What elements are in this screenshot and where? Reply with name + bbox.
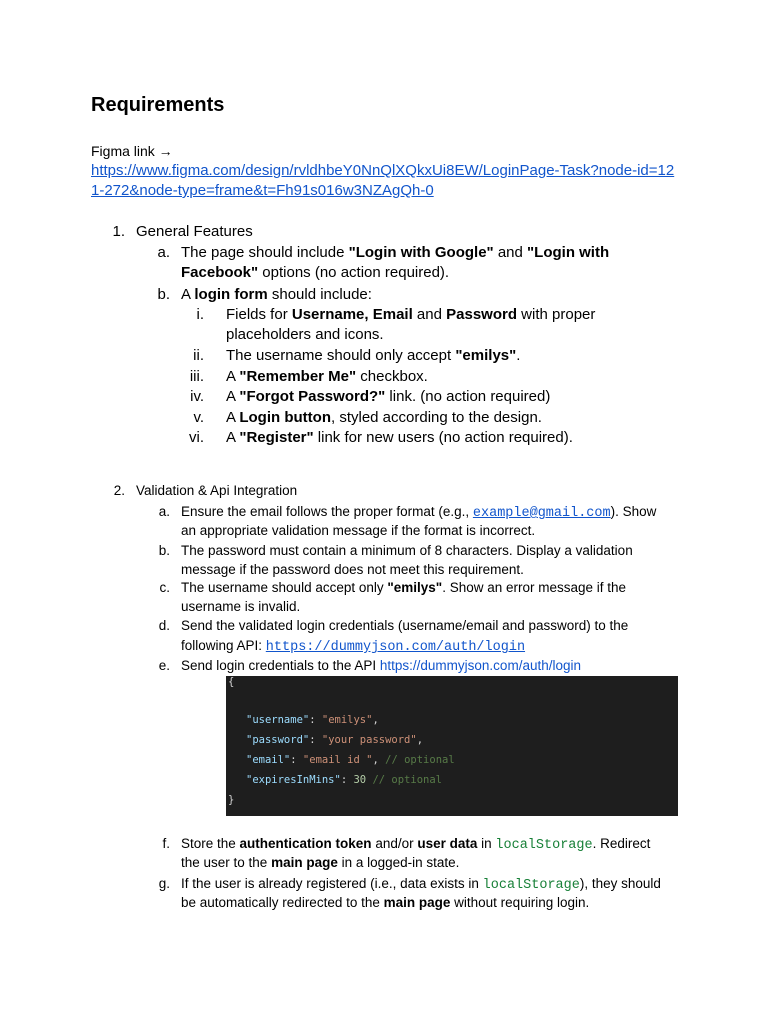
code-line-password: "password": "your password", xyxy=(246,734,424,746)
figma-link-line-1[interactable]: https://www.figma.com/design/rvldhbeY0NnQlXQkxUi8EW/LoginPage-Task?node-id=12 xyxy=(91,162,675,179)
figma-link-line-2[interactable]: 1-272&node-type=frame&t=Fh91s016w3NZAgQh-0 xyxy=(91,182,434,199)
list-item-1b-ii: The username should only accept "emilys". xyxy=(226,347,521,364)
page-title: Requirements xyxy=(91,94,225,116)
list-item-1b: A login form should include: xyxy=(181,286,372,303)
list-item-2g-line-2: be automatically redirected to the main page without requiring login. xyxy=(181,895,590,910)
list-marker: vi. xyxy=(189,429,204,446)
section-2-title: Validation & Api Integration xyxy=(136,483,298,498)
api-url-link[interactable]: https://dummyjson.com/auth/login xyxy=(379,658,581,673)
list-item-1b-iii: A "Remember Me" checkbox. xyxy=(226,368,428,385)
list-item-1b-iv: A "Forgot Password?" link. (no action required) xyxy=(226,388,551,405)
list-item-2f-line-2: the user to the main page in a logged-in state. xyxy=(181,855,460,870)
list-item-2a-line-2: an appropriate validation message if the format is incorrect. xyxy=(181,523,536,538)
list-item-2c-line-1: The username should accept only "emilys". Show an error message if the xyxy=(181,580,627,595)
code-line-expires: "expiresInMins": 30 // optional xyxy=(246,774,443,786)
code-close-brace: } xyxy=(228,794,235,806)
api-url-code-link[interactable]: https://dummyjson.com/auth/login xyxy=(265,640,526,655)
section-2-number: 2. xyxy=(113,483,125,498)
list-item-2b-line-2: message if the password does not meet this requirement. xyxy=(181,562,524,577)
section-1-number: 1. xyxy=(112,223,125,240)
code-line-email: "email": "email id ", // optional xyxy=(246,754,455,766)
list-marker: c. xyxy=(159,580,170,595)
list-marker: iv. xyxy=(190,388,204,405)
code-line-username: "username": "emilys", xyxy=(246,714,379,726)
list-item-1b-i-line-2: placeholders and icons. xyxy=(226,326,384,343)
localstorage-code: localStorage xyxy=(482,878,580,893)
section-1-title: General Features xyxy=(136,223,253,240)
localstorage-code: localStorage xyxy=(495,838,593,853)
list-item-2a-line-1: Ensure the email follows the proper format (e.g., example@gmail.com). Show xyxy=(181,504,657,521)
list-item-2d-line-2: following API: https://dummyjson.com/auth/login xyxy=(181,638,526,655)
code-block xyxy=(226,676,678,816)
list-item-1b-vi: A "Register" link for new users (no action required). xyxy=(226,429,573,446)
example-email-code[interactable]: example@gmail.com xyxy=(472,506,611,521)
list-marker: d. xyxy=(158,618,170,633)
list-item-2b-line-1: The password must contain a minimum of 8 characters. Display a validation xyxy=(181,543,633,558)
list-marker: i. xyxy=(196,306,204,323)
list-marker: b. xyxy=(158,543,170,558)
list-marker: ii. xyxy=(193,347,204,364)
code-open-brace: { xyxy=(228,676,235,688)
list-item-1b-v: A Login button, styled according to the design. xyxy=(226,409,542,426)
list-item-2g-line-1: If the user is already registered (i.e., data exists in localStorage), they should xyxy=(181,876,661,893)
list-marker: f. xyxy=(162,836,170,851)
list-marker: e. xyxy=(158,658,170,673)
list-marker: v. xyxy=(193,409,204,426)
list-marker: g. xyxy=(158,876,170,891)
list-item-2c-line-2: username is invalid. xyxy=(181,599,301,614)
list-item-1a-line-1: The page should include "Login with Google" and "Login with xyxy=(181,244,610,261)
list-marker: iii. xyxy=(189,368,204,385)
list-marker: a. xyxy=(157,244,170,261)
list-item-2d-line-1: Send the validated login credentials (username/email and password) to the xyxy=(181,618,629,633)
list-item-1b-i-line-1: Fields for Username, Email and Password with proper xyxy=(226,306,596,323)
list-item-2e: Send login credentials to the API https://dummyjson.com/auth/login xyxy=(181,658,581,673)
list-marker: b. xyxy=(157,286,170,303)
list-marker: a. xyxy=(158,504,170,519)
figma-link-label: Figma link → xyxy=(91,143,173,159)
list-item-2f-line-1: Store the authentication token and/or user data in localStorage. Redirect xyxy=(181,836,651,853)
list-item-1a-line-2: Facebook" options (no action required). xyxy=(181,264,450,281)
figma-link[interactable] xyxy=(91,161,691,201)
